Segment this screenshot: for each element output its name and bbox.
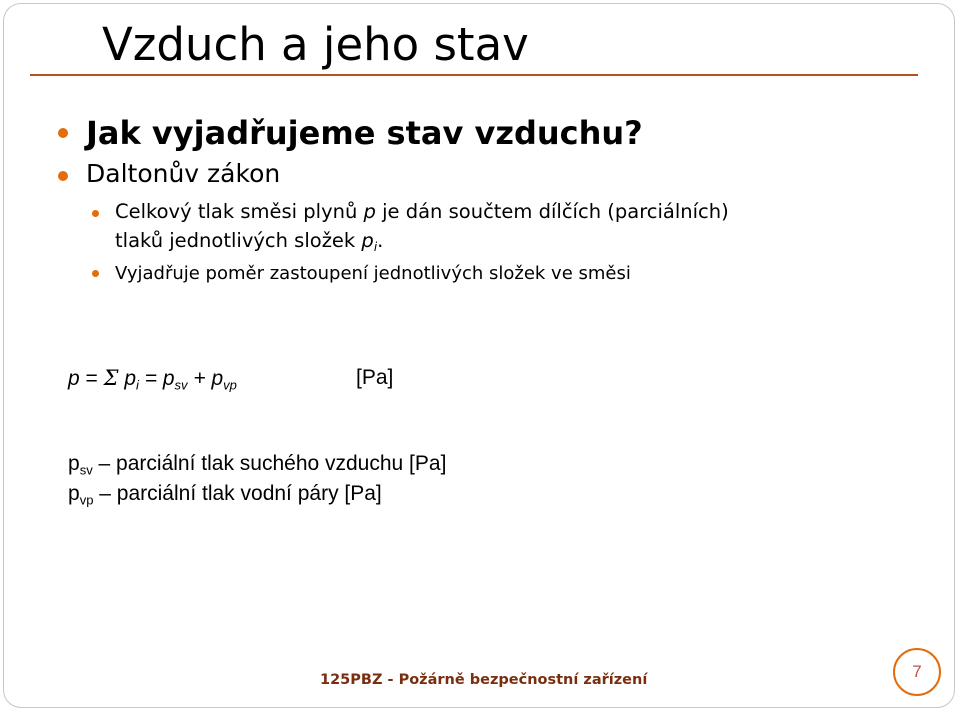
- sub-bullet-dot-icon: [92, 270, 99, 277]
- slide-frame: [3, 3, 955, 708]
- text: tlaků jednotlivých složek: [115, 229, 362, 252]
- text: Celkový tlak směsi plynů: [115, 200, 364, 223]
- bullet-question: Jak vyjadřujeme stav vzduchu?: [86, 114, 643, 152]
- definition-psv: [68, 450, 446, 478]
- formula-eq: =: [79, 367, 104, 390]
- sub-bullet-total-pressure: [115, 198, 729, 225]
- text: .: [377, 229, 384, 252]
- definition-pvp: [68, 480, 382, 508]
- def-sub: vp: [79, 492, 94, 508]
- formula-sub-i: i: [136, 377, 139, 393]
- var-p: p: [361, 229, 374, 252]
- slide-footer: 125PBZ - Požárně bezpečnostní zařízení: [320, 672, 648, 688]
- sub-bullet-total-pressure-line2: [115, 226, 383, 256]
- def-sub: sv: [79, 462, 93, 478]
- formula-pi: p: [118, 367, 136, 390]
- formula-plus-pvp: + p: [187, 367, 224, 390]
- formula-sub-vp: vp: [223, 377, 237, 393]
- def-text: – parciální tlak suchého vzduchu [Pa]: [92, 452, 447, 475]
- sigma-symbol: Σ: [103, 366, 119, 390]
- def-var: p: [68, 482, 80, 505]
- text: je dán součtem dílčích (parciálních): [375, 200, 729, 223]
- subscript-i: i: [373, 240, 378, 255]
- sub-bullet-dot-icon: [92, 210, 99, 217]
- slide-title: Vzduch a jeho stav: [102, 18, 529, 71]
- var-p: p: [363, 200, 376, 223]
- page-number: 7: [893, 648, 941, 696]
- sub-bullet-ratio: Vyjadřuje poměr zastoupení jednotlivých složek ve směsi: [115, 263, 631, 284]
- bullet-dot-icon: [58, 128, 68, 138]
- def-text: – parciální tlak vodní páry [Pa]: [93, 482, 382, 505]
- dalton-formula: [68, 363, 237, 394]
- formula-unit: [Pa]: [356, 366, 394, 389]
- formula-sub-sv: sv: [174, 377, 188, 393]
- title-divider: [30, 74, 918, 76]
- bullet-dalton-law: Daltonův zákon: [86, 159, 281, 188]
- bullet-dot-icon: [58, 171, 68, 181]
- def-var: p: [68, 452, 80, 475]
- formula-eq-psv: = p: [138, 367, 175, 390]
- formula-p: p: [68, 367, 80, 390]
